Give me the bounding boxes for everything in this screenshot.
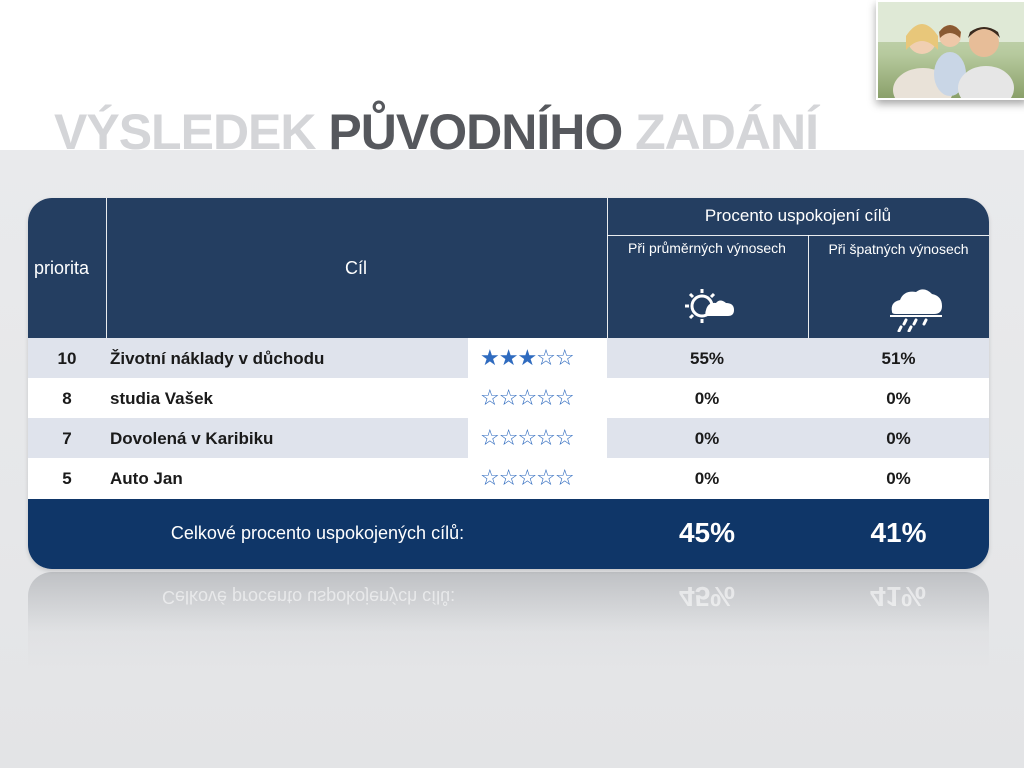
header-rule	[607, 235, 989, 236]
table-reflection	[28, 572, 989, 672]
row-avg-percent: 0%	[694, 469, 720, 488]
table-row	[28, 378, 989, 418]
title-part-1: VÝSLEDEK	[54, 104, 329, 160]
table-header	[28, 198, 989, 338]
row-priority: 7	[62, 429, 72, 448]
reflection-total-bad: 41%	[870, 581, 927, 612]
header-goal: Cíl	[345, 258, 367, 278]
header-priority: priorita	[34, 258, 90, 278]
star-icon: ☆☆☆☆☆	[480, 425, 574, 450]
star-rating	[468, 338, 607, 378]
row-avg-percent: 0%	[694, 389, 720, 408]
star-icon: ★★★☆☆	[480, 345, 574, 370]
row-avg-percent: 0%	[694, 429, 720, 448]
rain-cloud-icon	[886, 286, 944, 332]
results-table	[28, 198, 989, 569]
row-bad-percent: 51%	[881, 349, 916, 368]
table-row	[28, 458, 989, 498]
header-percent-group: Procento uspokojení cílů	[704, 206, 892, 225]
row-goal: Dovolená v Karibiku	[110, 429, 274, 448]
header-bad-returns: Při špatných výnosech	[828, 241, 969, 257]
page-title	[54, 102, 818, 162]
row-avg-percent: 55%	[689, 349, 725, 368]
title-part-3: ZADÁNÍ	[622, 104, 818, 160]
sun-cloud-icon	[682, 286, 736, 326]
total-avg-percent: 45%	[678, 517, 736, 548]
title-part-2: PŮVODNÍHO	[328, 104, 623, 160]
star-rating	[468, 378, 607, 418]
star-icon: ☆☆☆☆☆	[480, 385, 574, 410]
header-avg-returns: Při průměrných výnosech	[628, 240, 786, 256]
row-bad-percent: 0%	[886, 389, 911, 408]
reflection-total-avg: 45%	[679, 581, 736, 612]
table-row	[28, 338, 989, 378]
row-priority: 10	[57, 349, 77, 368]
row-goal: Životní náklady v důchodu	[110, 349, 325, 368]
total-bad-percent: 41%	[870, 517, 927, 548]
table-row	[28, 418, 989, 458]
star-rating	[468, 458, 607, 498]
star-icon: ☆☆☆☆☆	[480, 465, 574, 490]
row-goal: Auto Jan	[110, 469, 183, 488]
row-goal: studia Vašek	[110, 389, 214, 408]
row-bad-percent: 0%	[886, 469, 911, 488]
row-priority: 8	[62, 389, 72, 408]
footer-label: Celkové procento uspokojených cílů:	[170, 523, 465, 543]
table-footer	[28, 499, 989, 569]
family-photo	[876, 0, 1024, 100]
row-priority: 5	[62, 469, 72, 488]
star-rating	[468, 418, 607, 458]
row-bad-percent: 0%	[886, 429, 911, 448]
reflection-label: Celkové procento uspokojených cílů:	[162, 587, 456, 607]
